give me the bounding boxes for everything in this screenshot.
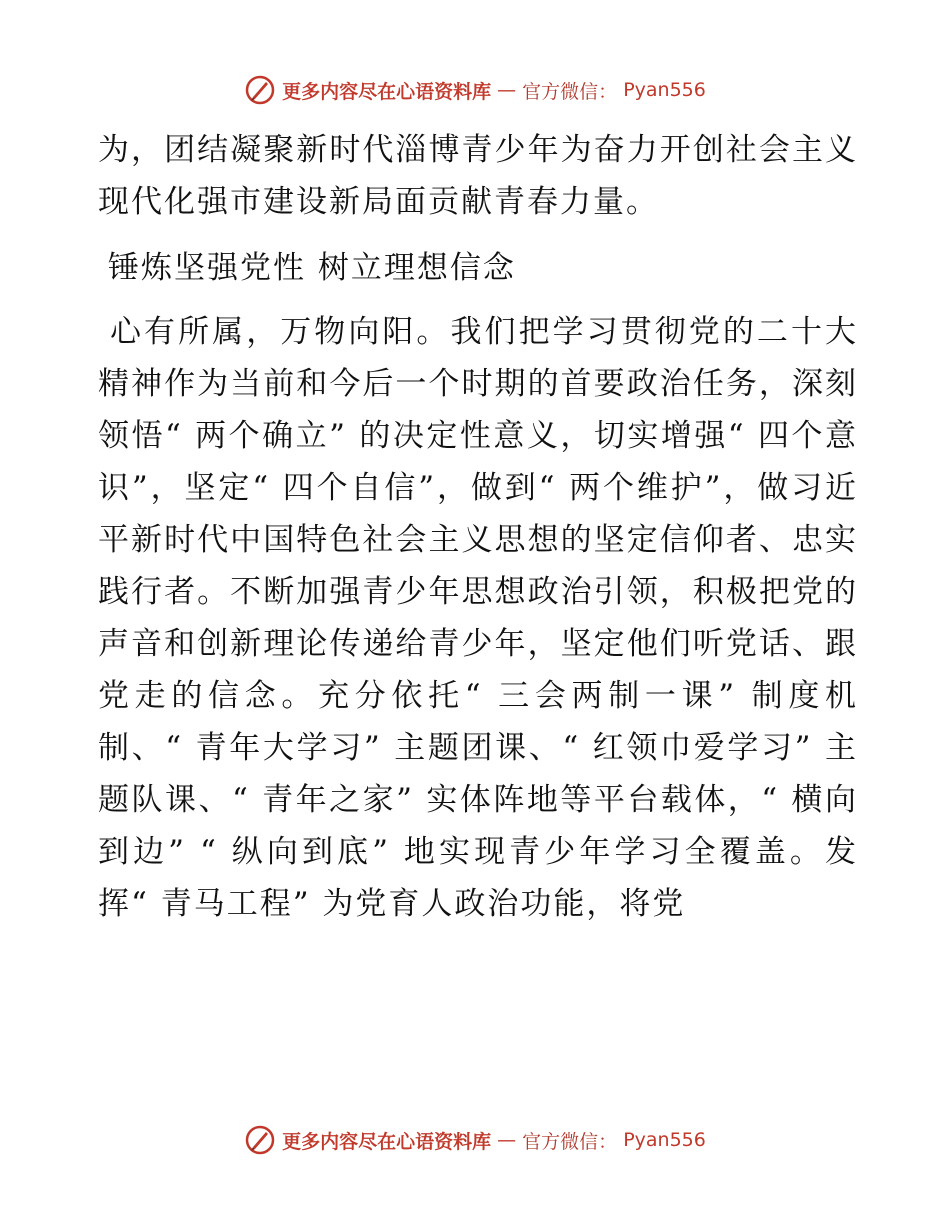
header-watermark <box>0 74 950 106</box>
watermark-site-text: 更多内容尽在心语资料库 <box>282 1130 492 1153</box>
watermark-site-text: 更多内容尽在心语资料库 <box>282 80 492 103</box>
watermark-wechat-label: 官方微信： <box>522 80 618 103</box>
watermark-wechat-id: Pyan556 <box>623 79 706 101</box>
watermark-wechat-label: 官方微信： <box>522 1130 618 1153</box>
paragraph-intro: 为，团结凝聚新时代淄博青少年为奋力开创社会主义现代化强市建设新局面贡献青春力量。 <box>98 132 858 220</box>
paragraph-main: 心有所属，万物向阳。我们把学习贯彻党的二十大精神作为当前和今后一个时期的首要政治任务，深刻领悟“ 两个确立” 的决定性意义，切实增强“ 四个意识”，坚定“ 四个自信”，做到“ 两个维护”，做习近平新时代中国特色社会主义思想的坚定信仰者、忠实践行者。不断加强青少年思想政治引领，积极把党的声音和创新理论传递给青少年，坚定他们听党话、跟党走的信念。充分依托“ 三会两制一课” 制度机制、“ 青年大学习” 主题团课、“ 红领巾爱学习” 主题队课、“ 青年之家” 实体阵地等平台载体，“ 横向到边” “ 纵向到底” 地实现青少年学习全覆盖。发挥“ 青马工程” 为党育人政治功能，将党 <box>98 314 858 922</box>
watermark-wechat-id: Pyan556 <box>623 1129 706 1151</box>
feather-pen-logo-icon <box>244 1124 276 1156</box>
watermark-separator: — <box>497 1129 517 1151</box>
footer-watermark <box>0 1124 950 1156</box>
feather-pen-logo-icon <box>244 74 276 106</box>
watermark-separator: — <box>497 79 517 101</box>
section-heading: 锤炼坚强党性 树立理想信念 <box>108 250 516 286</box>
document-body <box>98 124 858 930</box>
